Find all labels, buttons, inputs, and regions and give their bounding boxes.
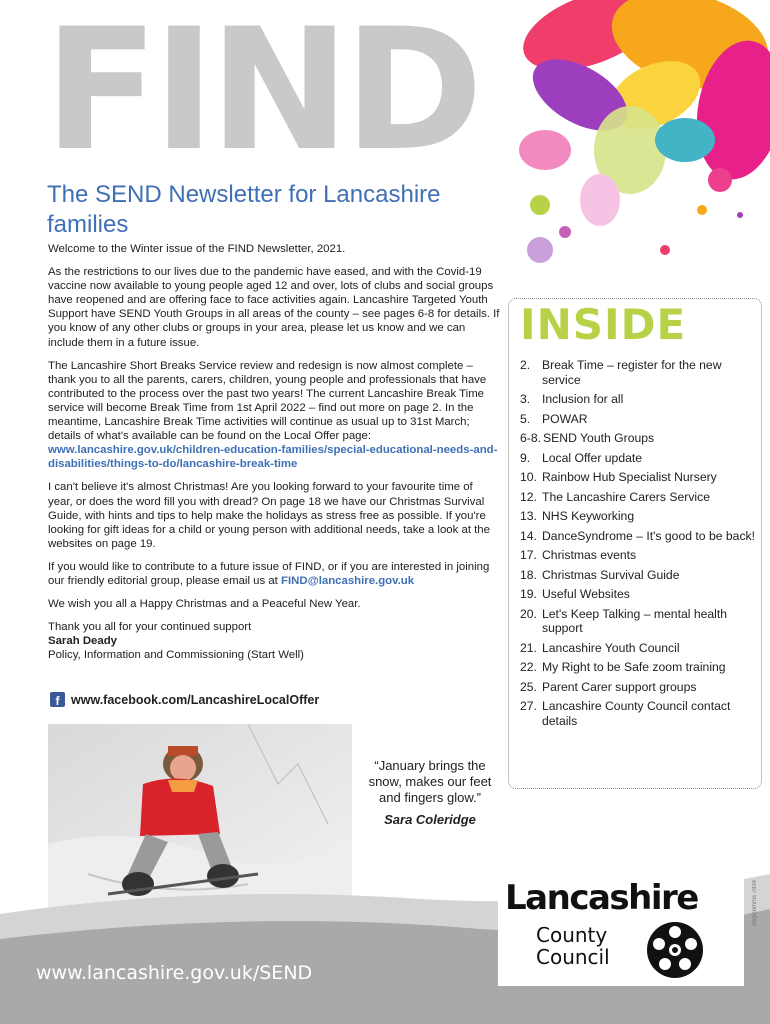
contents-page-number: 19. (520, 587, 537, 601)
contents-page-number: 17. (520, 548, 537, 562)
contents-item (520, 587, 756, 602)
contents-page-number: 6-8. (520, 431, 542, 445)
contents-item-title: Rainbow Hub Specialist Nursery (542, 470, 717, 484)
contents-item (520, 509, 756, 524)
letter-paragraph-text: The Lancashire Short Breaks Service review and redesign is now almost complete – thank you to all the parents, carers, children, young people and professionals that have contributed to the process over the past two years! The current Lancashire Break Time service will become Break Time from 1st April 2022 – find out more on page 2. In the meantime, Lancashire Break Time activities will continue as usual up to 31st March; details of what's available can be found on the Local Offer page: (48, 359, 487, 443)
contents-item (520, 660, 756, 675)
contents-item-title: SEND Youth Groups (543, 431, 655, 445)
letter-paragraph: As the restrictions to our lives due to the pandemic have eased, and with the Covid-19 vaccine now available to young people aged 12 and over, lots of clubs and social groups have reopened and are offering face to face activities again. Lancashire Targeted Youth Support have SEND Youth Groups in all areas of the county – see pages 6-8 for details. If you know of any other clubs or groups in your area, please let us know and we can include them in a future issue. (48, 266, 500, 349)
contents-item (520, 699, 756, 728)
contents-item-title: NHS Keyworking (542, 509, 635, 523)
contents-page-number: 14. (520, 528, 537, 543)
contents-item-title: Christmas events (542, 548, 637, 562)
contents-item-title: POWAR (542, 411, 588, 426)
footer-website-link[interactable]: www.lancashire.gov.uk/SEND (36, 962, 313, 984)
logo-county-text: County (536, 923, 608, 947)
contents-page-number: 18. (520, 567, 537, 582)
contents-item (520, 470, 756, 485)
contents-page-number: 10. (520, 470, 537, 484)
quote-author: Sara Coleridge (384, 812, 476, 827)
masthead-title: FIND (44, 0, 478, 188)
letter-paragraph-text: If you would like to contribute to a future issue of FIND, or if you are interested in joining our friendly editorial group, please email us at (48, 560, 490, 587)
contents-item (520, 641, 756, 656)
contents-item-title: My Right to be Safe zoom training (542, 660, 726, 674)
contents-item-title: Lancashire County Council contact details (542, 699, 731, 728)
quote-text: “January brings the snow, makes our feet and fingers glow.” (368, 758, 492, 805)
thanks-text: Thank you all for your continued support (48, 621, 252, 634)
contents-page-number: 2. (520, 358, 531, 372)
facebook-link[interactable] (50, 692, 319, 707)
masthead-subtitle: The SEND Newsletter for Lancashire families (47, 181, 441, 238)
letter-paragraph (48, 560, 500, 588)
contents-item-title: Useful Websites (542, 587, 630, 601)
publication-code: corpcomms 7834 (752, 880, 758, 927)
contents-page-number: 13. (520, 509, 537, 523)
contents-item (520, 529, 756, 544)
contents-item (520, 490, 756, 505)
contents-page-number: 9. (520, 450, 531, 465)
contents-item (520, 451, 756, 466)
lancashire-logo-wordmark: Lancashire (505, 878, 698, 918)
contents-item (520, 680, 756, 695)
contents-item (520, 392, 756, 407)
signer-name: Sarah Deady (48, 635, 118, 648)
winter-quote (362, 758, 498, 828)
letter-paragraph: We wish you all a Happy Christmas and a Peaceful New Year. (48, 598, 361, 611)
contents-item (520, 568, 756, 583)
contents-item (520, 358, 756, 387)
contents-item (520, 548, 756, 563)
contents-item-title: Break Time – register for the new service (542, 358, 722, 387)
logo-council-text: Council (536, 945, 610, 969)
welcome-text: Welcome to the Winter issue of the FIND Newsletter, 2021. (48, 243, 346, 255)
contents-page-number: 3. (520, 392, 531, 406)
contents-item-title: Let's Keep Talking – mental health support (542, 606, 728, 635)
contents-list (520, 358, 756, 733)
contents-item (520, 607, 756, 636)
contents-page-number: 21. (520, 640, 537, 655)
facebook-icon: f (50, 692, 65, 707)
contents-item-title: Parent Carer support groups (542, 679, 697, 694)
letter-paragraph: I can't believe it's almost Christmas! Are you looking forward to your favourite time of year, or does the word fill you with dread? On page 18 we have our Christmas Survival Guide, with hints and tips to help make the holidays as stress free as possible. If you're looking for gift ideas for a child or young person with additional needs, take a look at the websites on page 19. (48, 481, 490, 550)
facebook-url[interactable]: www.facebook.com/LancashireLocalOffer (71, 692, 320, 707)
contents-item (520, 431, 756, 446)
contents-page-number: 12. (520, 489, 537, 504)
contents-item-title: Local Offer update (542, 450, 643, 465)
signer-role: Policy, Information and Commissioning (Start Well) (48, 649, 304, 662)
decorative-splash-graphic (440, 0, 770, 270)
contents-item-title: Christmas Survival Guide (542, 567, 680, 582)
contents-item-title: The Lancashire Carers Service (542, 489, 710, 504)
inside-heading: INSIDE (520, 300, 687, 349)
contents-page-number: 25. (520, 679, 537, 694)
contents-page-number: 5. (520, 411, 531, 426)
contents-item-title: DanceSyndrome – It's good to be back! (542, 528, 756, 543)
letter-paragraph (48, 359, 500, 472)
contents-item-title: Inclusion for all (542, 392, 624, 406)
signature-block (48, 620, 500, 662)
lancashire-rose-icon (638, 918, 712, 982)
contents-item (520, 412, 756, 427)
county-council-wordmark (536, 924, 610, 968)
break-time-link[interactable]: www.lancashire.gov.uk/children-education-families/special-educational-needs-and-disabilities/things-to-do/lancashire-break-time (48, 444, 498, 471)
contents-page-number: 27. (520, 699, 537, 713)
contents-item-title: Lancashire Youth Council (542, 640, 680, 655)
contents-page-number: 20. (520, 606, 537, 621)
editorial-letter (48, 242, 500, 671)
contents-page-number: 22. (520, 660, 537, 674)
find-email-link[interactable]: FIND@lancashire.gov.uk (281, 574, 415, 587)
